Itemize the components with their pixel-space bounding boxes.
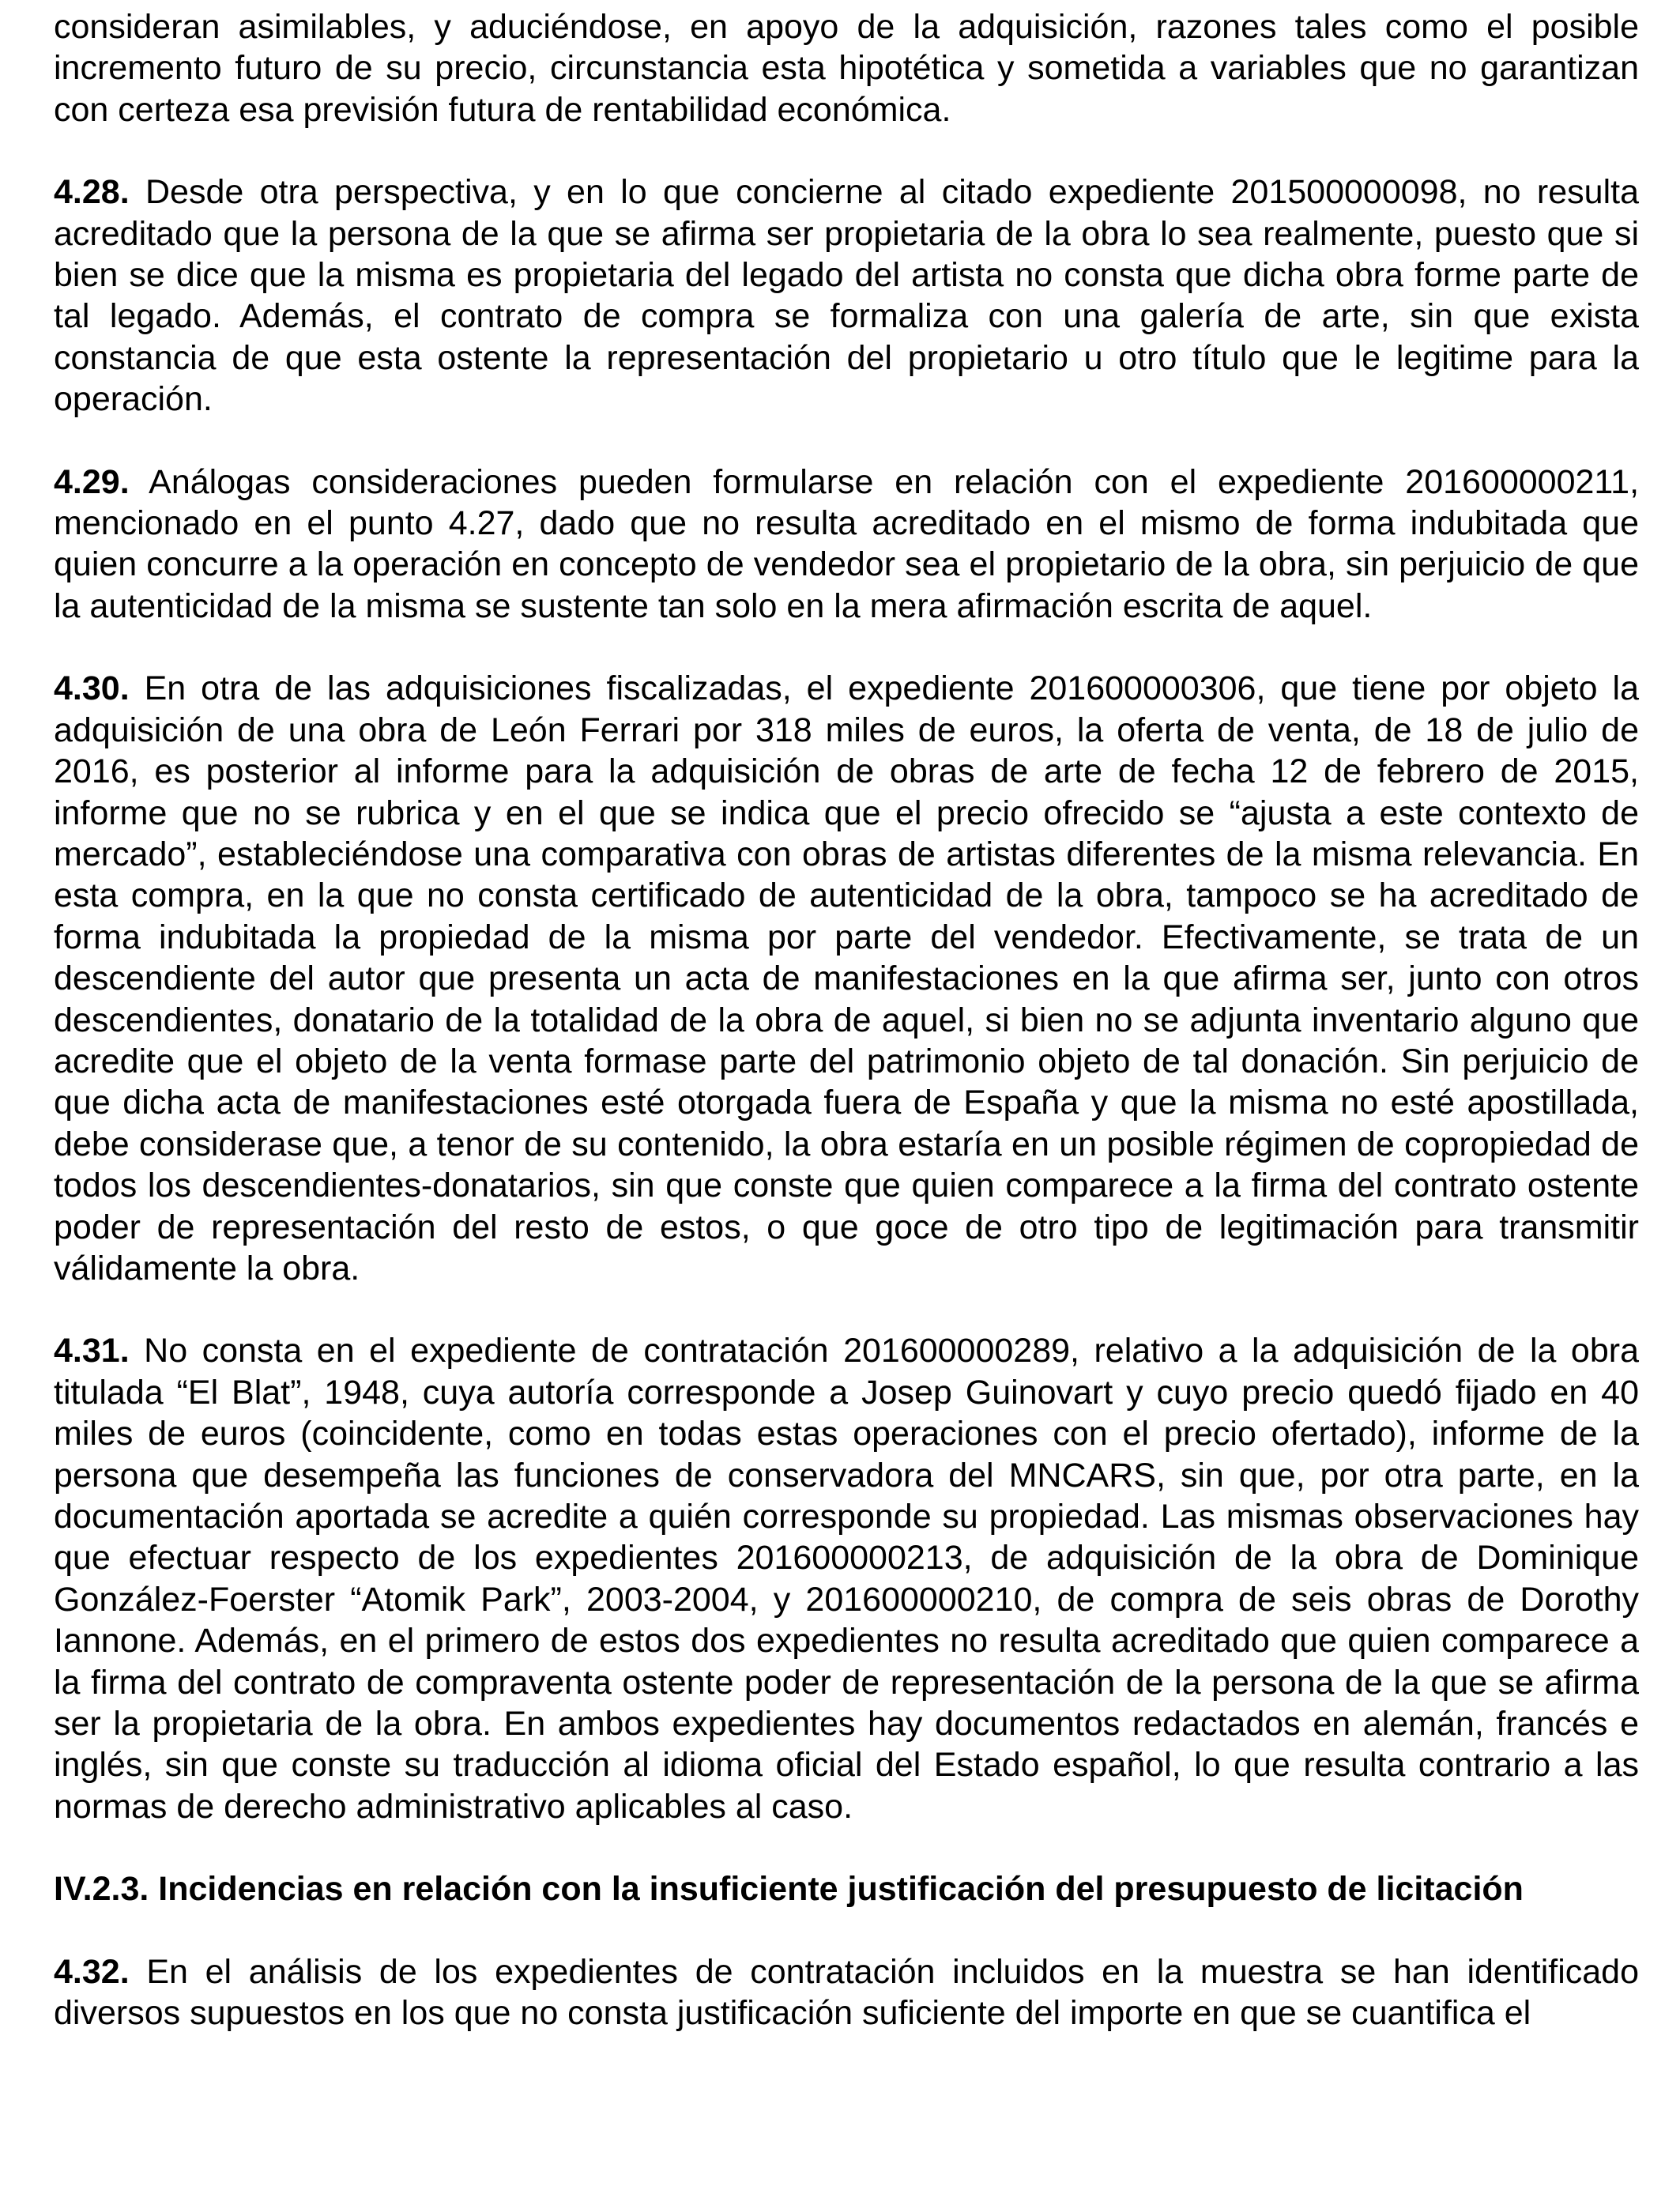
paragraph-4-31 <box>54 1330 1639 1827</box>
document-page <box>54 0 1639 2075</box>
paragraph-4-28 <box>54 172 1639 420</box>
paragraph-text: No consta en el expediente de contratación 201600000289, relativo a la adquisición de la obra titulada “El Blat”, 1948, cuya autoría corresponde a Josep Guinovart y cuyo precio quedó fijado en 40 miles de euros (coincidente, como en todas estas operaciones con el precio ofertado), informe de la persona que desempeña las funciones de conservadora del MNCARS, sin que, por otra parte, en la documentación aportada se acredite a quién corresponde su propiedad. Las mismas observaciones hay que efectuar respecto de los expedientes 201600000213, de adquisición de la obra de Dominique González-Foerster “Atomik Park”, 2003-2004, y 201600000210, de compra de seis obras de Dorothy Iannone. Además, en el primero de estos dos expedientes no resulta acreditado que quien comparece a la firma del contrato de compraventa ostente poder de representación de la persona de la que se afirma ser la propietaria de la obra. En ambos expedientes hay documentos redactados en alemán, francés e inglés, sin que conste su traducción al idioma oficial del Estado español, lo que resulta contrario a las normas de derecho administrativo aplicables al caso. <box>54 1332 1639 1826</box>
section-heading: IV.2.3. Incidencias en relación con la insuficiente justificación del presupuesto de licitación <box>54 1870 1524 1909</box>
paragraph-text: consideran asimilables, y aduciéndose, en apoyo de la adquisición, razones tales como el posible incremento futuro de su precio, circunstancia esta hipotética y sometida a variables que no garantizan con certeza esa previsión futura de rentabilidad económica. <box>54 8 1639 129</box>
paragraph-text: Desde otra perspectiva, y en lo que concierne al citado expediente 201500000098, no resulta acreditado que la persona de la que se afirma ser propietaria de la obra lo sea realmente, puesto que si bien se dice que la misma es propietaria del legado del artista no consta que dicha obra forme parte de tal legado. Además, el contrato de compra se formaliza con una galería de arte, sin que exista constancia de que esta ostente la representación del propietario u otro título que le legitime para la operación. <box>54 173 1639 419</box>
paragraph-text: En otra de las adquisiciones fiscalizadas, el expediente 201600000306, que tiene por objeto la adquisición de una obra de León Ferrari por 318 miles de euros, la oferta de venta, de 18 de julio de 2016, es posterior al informe para la adquisición de obras de arte de fecha 12 de febrero de 2015, informe que no se rubrica y en el que se indica que el precio ofrecido se “ajusta a este contexto de mercado”, estableciéndose una comparativa con obras de artistas diferentes de la misma relevancia. En esta compra, en la que no consta certificado de autenticidad de la obra, tampoco se ha acreditado de forma indubitada la propiedad de la misma por parte del vendedor. Efectivamente, se trata de un descendiente del autor que presenta un acta de manifestaciones en la que afirma ser, junto con otros descendientes, donatario de la totalidad de la obra de aquel, si bien no se adjunta inventario alguno que acredite que el objeto de la venta formase parte del patrimonio objeto de tal donación. Sin perjuicio de que dicha acta de manifestaciones esté otorgada fuera de España y que la misma no esté apostillada, debe considerase que, a tenor de su contenido, la obra estaría en un posible régimen de copropiedad de todos los descendientes-donatarios, sin que conste que quien comparece a la firma del contrato ostente poder de representación del resto de estos, o que goce de otro tipo de legitimación para transmitir válidamente la obra. <box>54 669 1639 1287</box>
paragraph-number: 4.30. <box>54 669 130 708</box>
paragraph-continuation <box>54 6 1639 130</box>
paragraph-4-30 <box>54 668 1639 1289</box>
paragraph-number: 4.31. <box>54 1332 130 1370</box>
paragraph-text: En el análisis de los expedientes de contratación incluidos en la muestra se han identificado diversos supuestos en los que no consta justificación suficiente del importe en que se cuantifica el <box>54 1952 1639 2033</box>
paragraph-number: 4.28. <box>54 173 130 212</box>
paragraph-text: Análogas consideraciones pueden formularse en relación con el expediente 201600000211, mencionado en el punto 4.27, dado que no resulta acreditado en el mismo de forma indubitada que quien concurre a la operación en concepto de vendedor sea el propietario de la obra, sin perjuicio de que la autenticidad de la misma se sustente tan solo en la mera afirmación escrita de aquel. <box>54 462 1640 625</box>
paragraph-number: 4.32. <box>54 1952 130 1991</box>
paragraph-4-32 <box>54 1951 1639 2034</box>
paragraph-number: 4.29. <box>54 462 130 501</box>
paragraph-4-29 <box>54 462 1639 628</box>
